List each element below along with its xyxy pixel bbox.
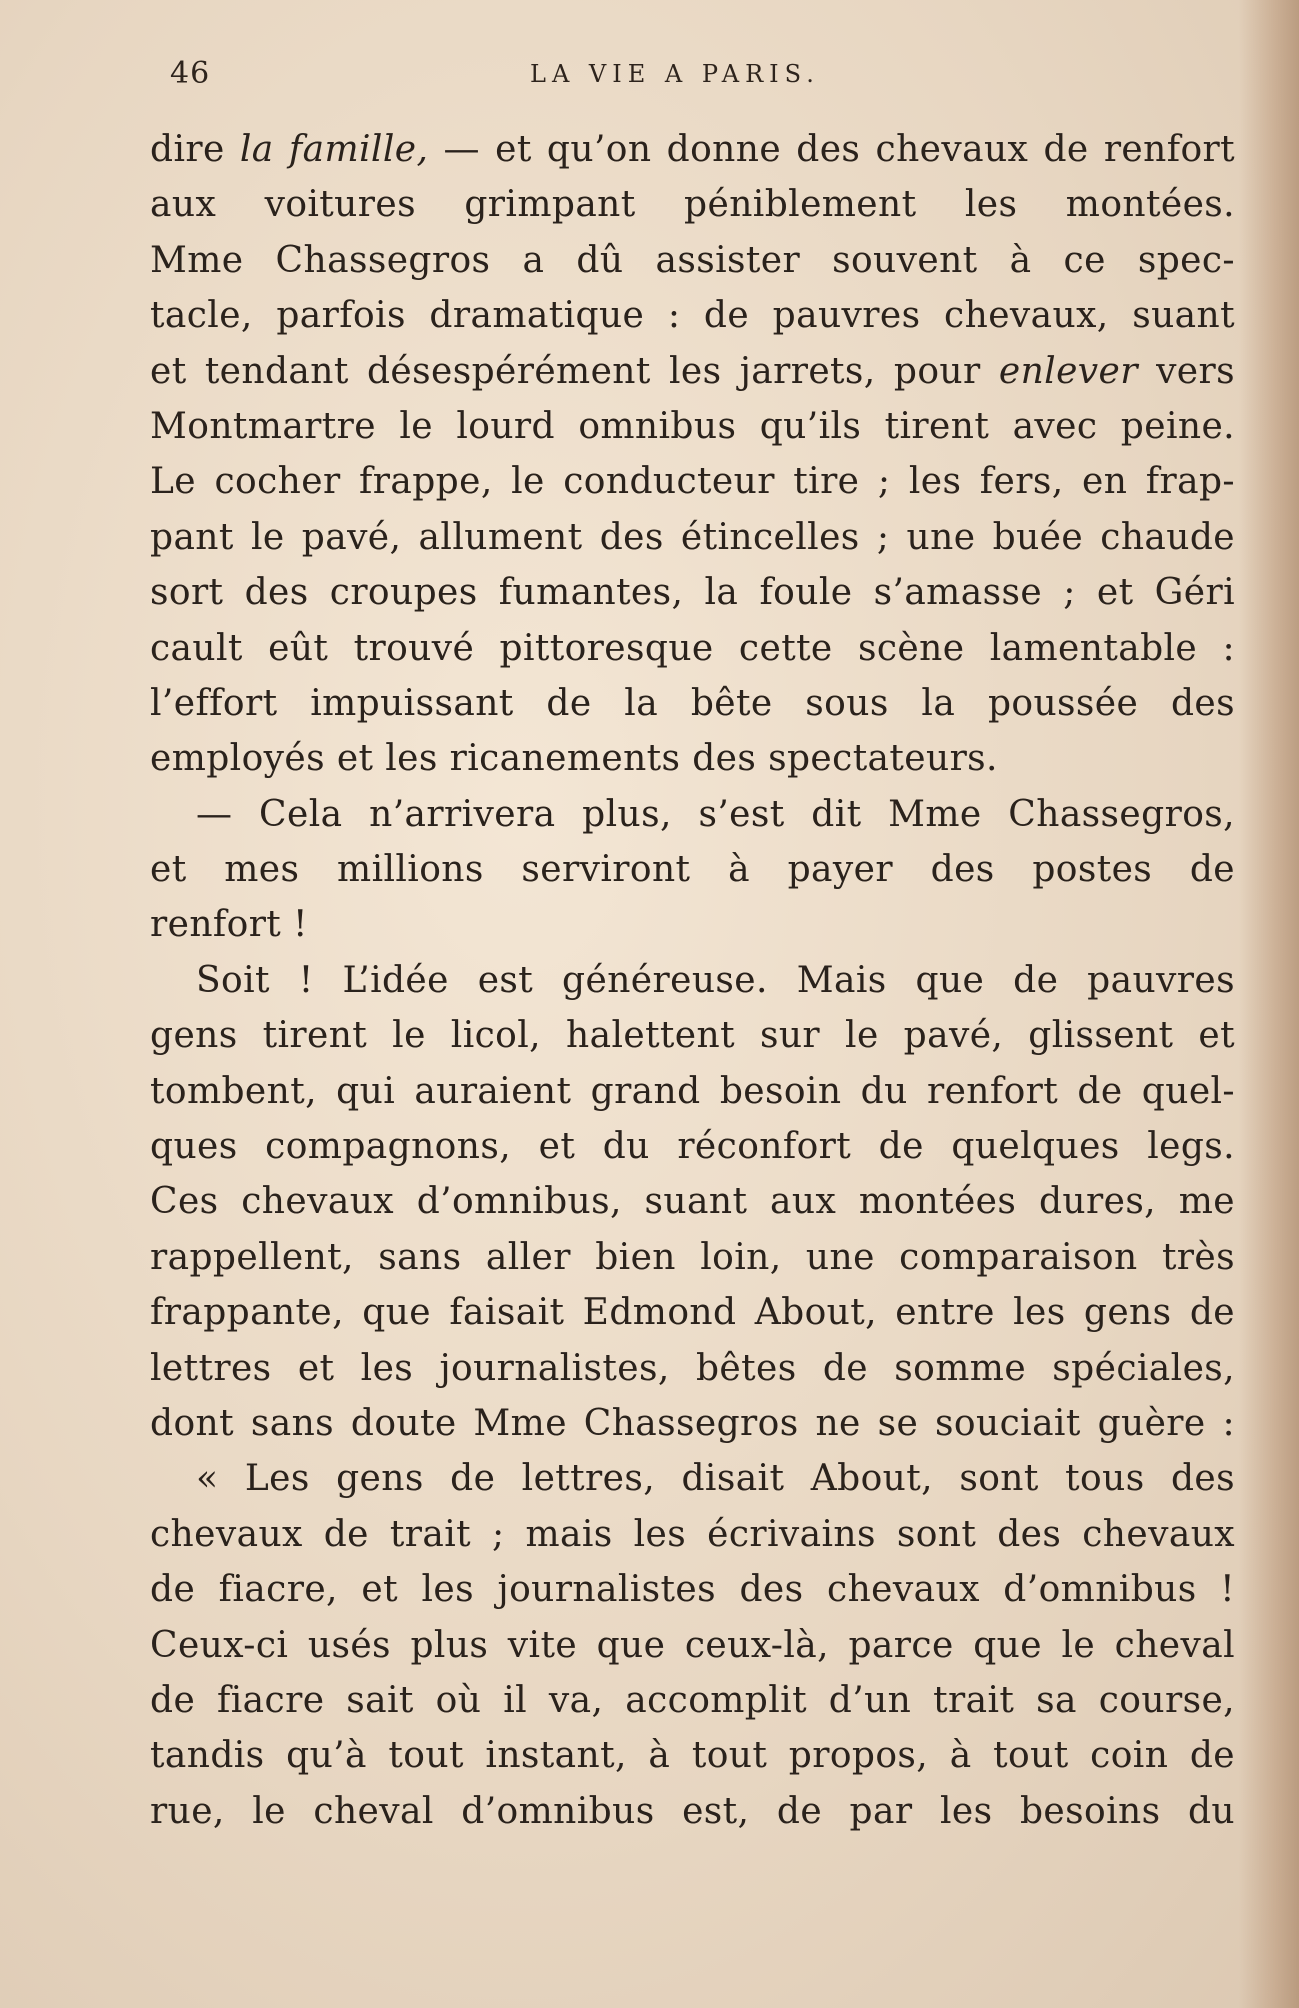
text-line: dont sans doute Mme Chassegros ne se souciait guère :: [150, 1402, 1235, 1444]
text-line: et mes millions serviront à payer des postes de: [150, 849, 1235, 891]
text-line: sort des croupes fumantes, la foule s’amasse ; et Géri: [150, 572, 1235, 614]
text-line: frappante, que faisait Edmond About, entre les gens de: [150, 1292, 1235, 1334]
page-number: 46: [170, 56, 211, 91]
text-line: « Les gens de lettres, disait About, sont tous des: [196, 1458, 1235, 1500]
body-text: [150, 122, 1235, 1839]
text-line: Ceux-ci usés plus vite que ceux-là, parce que le cheval: [150, 1624, 1235, 1666]
text-line: gens tirent le licol, halettent sur le pavé, glissent et: [150, 1015, 1235, 1057]
text-line: ques compagnons, et du réconfort de quelques legs.: [150, 1126, 1235, 1168]
text-line: Le cocher frappe, le conducteur tire ; les fers, en frap-: [150, 461, 1235, 503]
text-line: de fiacre sait où il va, accomplit d’un trait sa course,: [150, 1679, 1235, 1721]
text-line: tombent, qui auraient grand besoin du renfort de quel-: [150, 1070, 1235, 1112]
page-header: [170, 56, 1230, 96]
text-line: de fiacre, et les journalistes des chevaux d’omnibus !: [150, 1569, 1235, 1611]
text-line: chevaux de trait ; mais les écrivains sont des chevaux: [150, 1513, 1235, 1555]
page-edge-shadow: [1239, 0, 1299, 2008]
text-line: et tendant désespérément les jarrets, pour enlever vers: [150, 350, 1235, 392]
text-line: lettres et les journalistes, bêtes de somme spéciales,: [150, 1347, 1235, 1389]
text-line: tandis qu’à tout instant, à tout propos, à tout coin de: [150, 1735, 1235, 1777]
text-line: cault eût trouvé pittoresque cette scène lamentable :: [150, 627, 1235, 669]
text-line: Montmartre le lourd omnibus qu’ils tirent avec peine.: [150, 405, 1235, 447]
text-line: — Cela n’arrivera plus, s’est dit Mme Chassegros,: [196, 793, 1235, 835]
text-line: Ces chevaux d’omnibus, suant aux montées dures, me: [150, 1181, 1235, 1223]
text-line: pant le pavé, allument des étincelles ; une buée chaude: [150, 516, 1235, 558]
text-line: rappellent, sans aller bien loin, une comparaison très: [150, 1236, 1235, 1278]
text-line: l’effort impuissant de la bête sous la poussée des: [150, 682, 1235, 724]
text-line: dire la famille, — et qu’on donne des chevaux de renfort: [150, 129, 1235, 170]
text-line: Mme Chassegros a dû assister souvent à ce spec-: [150, 239, 1235, 281]
text-line: rue, le cheval d’omnibus est, de par les besoins du: [150, 1790, 1235, 1832]
text-line: aux voitures grimpant péniblement les montées.: [150, 184, 1235, 226]
text-line: Soit ! L’idée est généreuse. Mais que de pauvres: [196, 959, 1235, 1001]
text-line: tacle, parfois dramatique : de pauvres chevaux, suant: [150, 295, 1235, 337]
text-line: renfort !: [150, 904, 308, 946]
running-title: LA VIE A PARIS.: [530, 60, 820, 88]
text-line: employés et les ricanements des spectateurs.: [150, 738, 998, 780]
